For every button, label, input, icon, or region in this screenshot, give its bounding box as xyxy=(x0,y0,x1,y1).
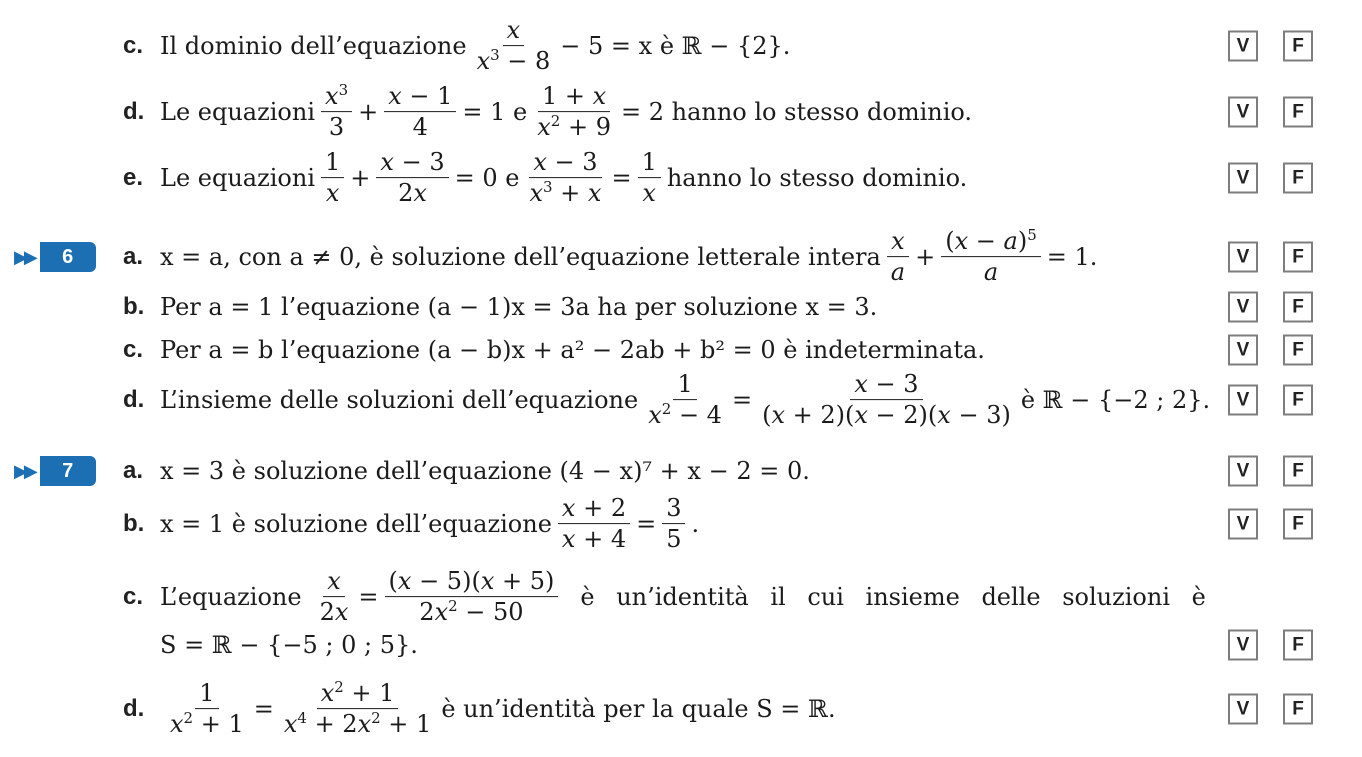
exercise-marker xyxy=(14,456,96,486)
exercise-marker xyxy=(14,242,96,272)
exercise-number: 6 xyxy=(40,242,96,272)
fraction: $\frac{1 + x}{x^2 + 9}$ xyxy=(537,82,611,142)
statement: Le equazioni $\frac{1}{x}$ + $\frac{x - 3}{2x}$ = 0 e $\frac{x - 3}{x^3 + x}$ = $\frac{1}{x}$ hanno lo stesso dominio. xyxy=(160,148,968,208)
item-letter: b. xyxy=(123,510,145,537)
false-button[interactable]: F xyxy=(1283,31,1313,62)
statement-text: = 2 hanno lo stesso dominio. xyxy=(620,98,973,126)
statement-text: x = a, con a ≠ 0, è soluzione dell’equazione letterale intera xyxy=(160,243,881,271)
fraction: $\frac{1}{x}$ xyxy=(321,149,344,207)
fraction: $\frac{x}{a}$ xyxy=(887,228,909,286)
false-button[interactable]: F xyxy=(1283,242,1313,273)
item-letter: a. xyxy=(123,457,144,484)
true-button[interactable]: V xyxy=(1228,292,1258,323)
true-button[interactable]: V xyxy=(1228,31,1258,62)
fraction: $\frac{(x - a)^5}{a}$ xyxy=(941,228,1041,286)
fraction: $\frac{x}{x^3 - 8}$ xyxy=(476,16,551,76)
statement-text: Le equazioni xyxy=(160,164,316,192)
statement xyxy=(160,631,418,659)
statement: L’insieme delle soluzioni dell’equazione $\frac{1}{x^2 - 4}$ = $\frac{x - 3}{(x + 2)(x - 2)(x - 3)}$ è ℝ − {−2 ; 2}. xyxy=(160,370,1211,430)
item-letter: d. xyxy=(123,98,145,125)
statement-text: è un’identità il cui insieme delle soluzioni è xyxy=(580,583,1206,611)
statement-text: L’equazione xyxy=(160,583,302,611)
false-button[interactable]: F xyxy=(1283,630,1313,661)
item-letter: a. xyxy=(123,243,144,270)
true-button[interactable]: V xyxy=(1228,509,1258,540)
statement xyxy=(160,293,877,321)
true-button[interactable]: V xyxy=(1228,335,1258,366)
item-letter: c. xyxy=(123,583,144,610)
statement-text: è ℝ − {−2 ; 2}. xyxy=(1020,386,1211,414)
false-button[interactable]: F xyxy=(1283,509,1313,540)
false-button[interactable]: F xyxy=(1283,385,1313,416)
fraction: $\frac{3}{5}$ xyxy=(662,495,685,553)
statement-text: Le equazioni xyxy=(160,98,316,126)
double-arrow-icon: ▶▶ xyxy=(14,460,34,482)
false-button[interactable]: F xyxy=(1283,292,1313,323)
statement: $\frac{1}{x^2 + 1}$ = $\frac{x^2 + 1}{x^4 + 2x^2 + 1}$ è un’identità per la quale S = ℝ. xyxy=(160,680,836,738)
statement-text: S = ℝ − {−5 ; 0 ; 5}. xyxy=(160,631,418,659)
statement: L’equazione $\frac{x}{2x}$ = $\frac{(x - 5)(x + 5)}{2x^2 - 50}$ è un’identità il cui insieme delle soluzioni è xyxy=(160,567,1206,627)
item-letter: d. xyxy=(123,386,145,413)
false-button[interactable]: F xyxy=(1283,335,1313,366)
fraction: $\frac{1}{x}$ xyxy=(638,149,661,207)
false-button[interactable]: F xyxy=(1283,694,1313,725)
fraction: $\frac{x^2 + 1}{x^4 + 2x^2 + 1}$ xyxy=(283,678,432,739)
statement-text: x = 3 è soluzione dell’equazione (4 − x)⁷ + x − 2 = 0. xyxy=(160,457,810,485)
false-button[interactable]: F xyxy=(1283,456,1313,487)
statement-text: x = 1 è soluzione dell’equazione xyxy=(160,510,552,538)
fraction: $\frac{(x - 5)(x + 5)}{2x^2 - 50}$ xyxy=(385,568,559,626)
statement-text: hanno lo stesso dominio. xyxy=(666,164,968,192)
false-button[interactable]: F xyxy=(1283,163,1313,194)
statement xyxy=(160,17,790,75)
statement: x = 1 è soluzione dell’equazione $\frac{x + 2}{x + 4}$ = $\frac{3}{5}$ . xyxy=(160,494,700,554)
statement-text: L’insieme delle soluzioni dell’equazione xyxy=(160,386,639,414)
statement xyxy=(160,457,810,485)
item-letter: c. xyxy=(123,32,144,59)
true-button[interactable]: V xyxy=(1228,97,1258,128)
item-letter: e. xyxy=(123,164,144,191)
true-button[interactable]: V xyxy=(1228,163,1258,194)
item-letter: c. xyxy=(123,336,144,363)
fraction: $\frac{x + 2}{x + 4}$ xyxy=(558,495,630,553)
statement-text: Il dominio dell’equazione xyxy=(160,32,467,60)
double-arrow-icon: ▶▶ xyxy=(14,246,34,268)
fraction: $\frac{x^3}{3}$ xyxy=(321,83,352,141)
true-button[interactable]: V xyxy=(1228,242,1258,273)
statement-text: − 5 = x è ℝ − {2}. xyxy=(560,32,791,60)
true-button[interactable]: V xyxy=(1228,694,1258,725)
statement-text: Per a = 1 l’equazione (a − 1)x = 3a ha per soluzione x = 3. xyxy=(160,293,878,321)
true-button[interactable]: V xyxy=(1228,456,1258,487)
fraction: $\frac{x - 3}{2x}$ xyxy=(376,149,448,207)
statement-text: è un’identità per la quale S = ℝ. xyxy=(441,695,836,723)
false-button[interactable]: F xyxy=(1283,97,1313,128)
fraction: $\frac{x - 3}{x^3 + x}$ xyxy=(529,148,602,208)
item-letter: b. xyxy=(123,293,145,320)
fraction: $\frac{x - 1}{4}$ xyxy=(384,83,456,141)
true-button[interactable]: V xyxy=(1228,385,1258,416)
fraction: $\frac{x}{2x}$ xyxy=(319,567,349,627)
fraction: $\frac{1}{x^2 - 4}$ xyxy=(648,370,722,430)
item-letter: d. xyxy=(123,695,145,722)
statement xyxy=(160,336,985,364)
statement: Le equazioni $\frac{x^3}{3}$ + $\frac{x - 1}{4}$ = 1 e $\frac{1 + x}{x^2 + 9}$ = 2 hanno lo stesso dominio. xyxy=(160,81,973,142)
true-button[interactable]: V xyxy=(1228,630,1258,661)
statement-text: Per a = b l’equazione (a − b)x + a² − 2ab + b² = 0 è indeterminata. xyxy=(160,336,985,364)
fraction: $\frac{1}{x^2 + 1}$ xyxy=(170,679,244,739)
fraction: $\frac{x - 3}{(x + 2)(x - 2)(x - 3)}$ xyxy=(762,370,1011,430)
statement: x = a, con a ≠ 0, è soluzione dell’equazione letterale intera $\frac{x}{a}$ + $\frac{(x - a)^5}{a}$ = 1. xyxy=(160,226,1098,287)
exercise-number: 7 xyxy=(40,456,96,486)
